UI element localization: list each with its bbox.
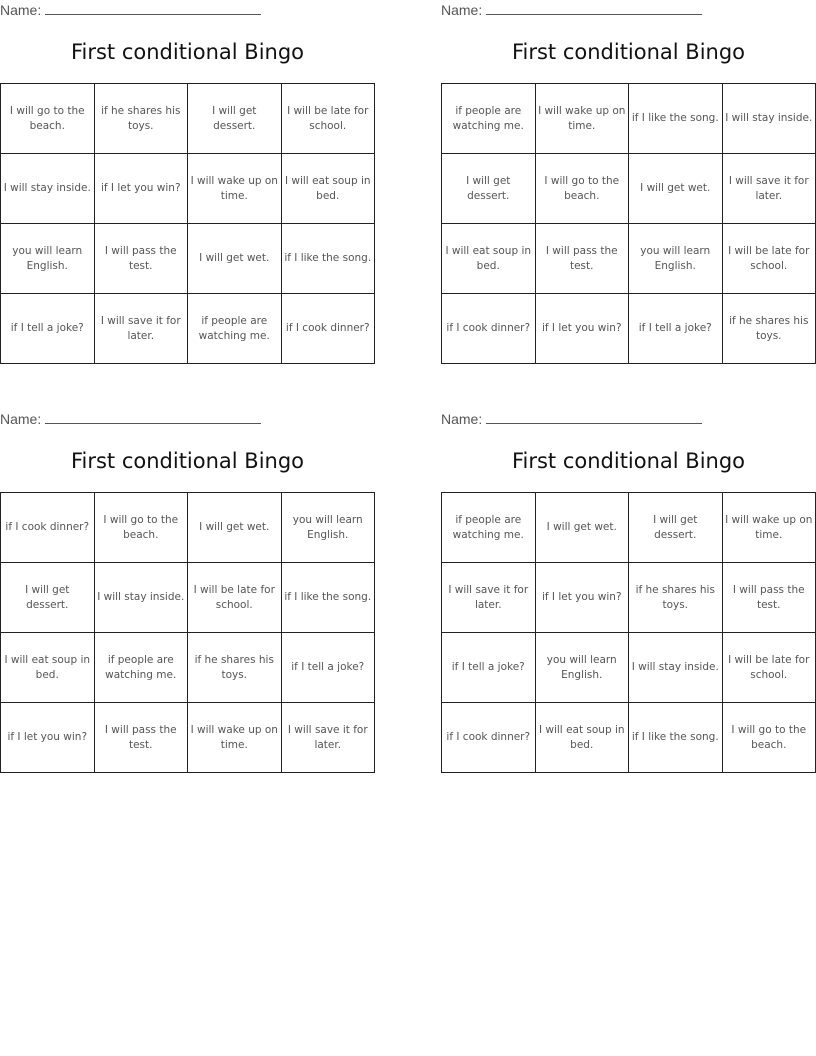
bingo-cell[interactable]: if people are watching me. <box>188 294 282 364</box>
name-label: Name: <box>441 2 483 18</box>
grid-row <box>442 633 816 703</box>
card-title: First conditional Bingo <box>511 40 746 64</box>
bingo-cell[interactable]: if I like the song. <box>629 84 723 154</box>
bingo-cell[interactable]: I will be late for school. <box>722 633 816 703</box>
bingo-cell[interactable]: if he shares his toys. <box>629 563 723 633</box>
bingo-cell[interactable]: I will save it for later. <box>442 563 536 633</box>
bingo-cell[interactable]: I will get wet. <box>188 224 282 294</box>
bingo-cell[interactable]: I will pass the test. <box>94 224 188 294</box>
grid-row <box>442 563 816 633</box>
bingo-cell[interactable]: I will get dessert. <box>442 154 536 224</box>
bingo-cell[interactable]: I will be late for school. <box>722 224 816 294</box>
bingo-card <box>441 409 816 774</box>
name-line[interactable] <box>486 2 702 15</box>
bingo-cell[interactable]: I will get dessert. <box>1 563 95 633</box>
bingo-cell[interactable]: if I tell a joke? <box>281 633 375 703</box>
grid-row <box>442 294 816 364</box>
bingo-cell[interactable]: if I cook dinner? <box>442 294 536 364</box>
grid-row <box>442 493 816 563</box>
bingo-cell[interactable]: I will save it for later. <box>94 294 188 364</box>
bingo-cell[interactable]: you will learn English. <box>535 633 629 703</box>
grid-row <box>1 493 375 563</box>
bingo-cell[interactable]: if I tell a joke? <box>442 633 536 703</box>
bingo-cell[interactable]: I will go to the beach. <box>722 703 816 773</box>
bingo-cell[interactable]: I will stay inside. <box>629 633 723 703</box>
bingo-cell[interactable]: if people are watching me. <box>94 633 188 703</box>
bingo-cell[interactable]: if I cook dinner? <box>1 493 95 563</box>
bingo-cell[interactable]: you will learn English. <box>281 493 375 563</box>
grid-row <box>1 703 375 773</box>
bingo-cell[interactable]: I will wake up on time. <box>188 703 282 773</box>
name-label: Name: <box>0 2 42 18</box>
name-line[interactable] <box>45 411 261 424</box>
grid-row <box>442 154 816 224</box>
bingo-cell[interactable]: if I like the song. <box>281 563 375 633</box>
bingo-grid <box>441 83 816 364</box>
bingo-cell[interactable]: if he shares his toys. <box>722 294 816 364</box>
grid-row <box>1 154 375 224</box>
bingo-cell[interactable]: I will stay inside. <box>1 154 95 224</box>
name-label: Name: <box>441 411 483 427</box>
bingo-cell[interactable]: I will get wet. <box>535 493 629 563</box>
bingo-cell[interactable]: I will save it for later. <box>722 154 816 224</box>
name-field[interactable] <box>0 2 261 18</box>
bingo-cell[interactable]: I will get wet. <box>629 154 723 224</box>
bingo-cell[interactable]: I will eat soup in bed. <box>535 703 629 773</box>
bingo-cell[interactable]: I will eat soup in bed. <box>281 154 375 224</box>
bingo-grid <box>441 492 816 773</box>
bingo-cell[interactable]: I will get dessert. <box>188 84 282 154</box>
bingo-cell[interactable]: if people are watching me. <box>442 84 536 154</box>
bingo-cell[interactable]: I will go to the beach. <box>535 154 629 224</box>
bingo-cell[interactable]: I will wake up on time. <box>722 493 816 563</box>
grid-row <box>442 224 816 294</box>
bingo-cell[interactable]: I will go to the beach. <box>1 84 95 154</box>
bingo-cell[interactable]: if I tell a joke? <box>1 294 95 364</box>
bingo-cell[interactable]: I will pass the test. <box>722 563 816 633</box>
bingo-cell[interactable]: if I like the song. <box>629 703 723 773</box>
bingo-cell[interactable]: I will be late for school. <box>281 84 375 154</box>
bingo-cell[interactable]: if I let you win? <box>535 563 629 633</box>
bingo-cell[interactable]: I will be late for school. <box>188 563 282 633</box>
bingo-grid <box>0 492 375 773</box>
bingo-cell[interactable]: I will get wet. <box>188 493 282 563</box>
bingo-cell[interactable]: if he shares his toys. <box>94 84 188 154</box>
bingo-cell[interactable]: if I let you win? <box>94 154 188 224</box>
bingo-cell[interactable]: you will learn English. <box>1 224 95 294</box>
name-field[interactable] <box>441 411 702 427</box>
card-title: First conditional Bingo <box>511 449 746 473</box>
bingo-card <box>441 0 816 365</box>
grid-row <box>442 84 816 154</box>
name-field[interactable] <box>0 411 261 427</box>
bingo-cell[interactable]: I will save it for later. <box>281 703 375 773</box>
bingo-grid <box>0 83 375 364</box>
bingo-cell[interactable]: if he shares his toys. <box>188 633 282 703</box>
bingo-cell[interactable]: if people are watching me. <box>442 493 536 563</box>
bingo-cell[interactable]: I will stay inside. <box>94 563 188 633</box>
grid-row <box>1 224 375 294</box>
grid-row <box>442 703 816 773</box>
bingo-cell[interactable]: if I let you win? <box>535 294 629 364</box>
bingo-cell[interactable]: you will learn English. <box>629 224 723 294</box>
bingo-cell[interactable]: I will go to the beach. <box>94 493 188 563</box>
grid-row <box>1 294 375 364</box>
bingo-card <box>0 0 375 365</box>
bingo-cell[interactable]: I will pass the test. <box>535 224 629 294</box>
grid-row <box>1 563 375 633</box>
bingo-cell[interactable]: I will eat soup in bed. <box>442 224 536 294</box>
name-field[interactable] <box>441 2 702 18</box>
grid-row <box>1 633 375 703</box>
bingo-cell[interactable]: if I like the song. <box>281 224 375 294</box>
bingo-cell[interactable]: I will wake up on time. <box>188 154 282 224</box>
bingo-card <box>0 409 375 774</box>
bingo-cell[interactable]: I will eat soup in bed. <box>1 633 95 703</box>
bingo-cell[interactable]: I will pass the test. <box>94 703 188 773</box>
card-title: First conditional Bingo <box>70 449 305 473</box>
name-line[interactable] <box>486 411 702 424</box>
bingo-cell[interactable]: if I tell a joke? <box>629 294 723 364</box>
name-label: Name: <box>0 411 42 427</box>
bingo-cell[interactable]: if I cook dinner? <box>442 703 536 773</box>
name-line[interactable] <box>45 2 261 15</box>
card-title: First conditional Bingo <box>70 40 305 64</box>
bingo-cell[interactable]: I will get dessert. <box>629 493 723 563</box>
grid-row <box>1 84 375 154</box>
bingo-cell[interactable]: if I let you win? <box>1 703 95 773</box>
bingo-cell[interactable]: I will wake up on time. <box>535 84 629 154</box>
bingo-cell[interactable]: if I cook dinner? <box>281 294 375 364</box>
bingo-cell[interactable]: I will stay inside. <box>722 84 816 154</box>
